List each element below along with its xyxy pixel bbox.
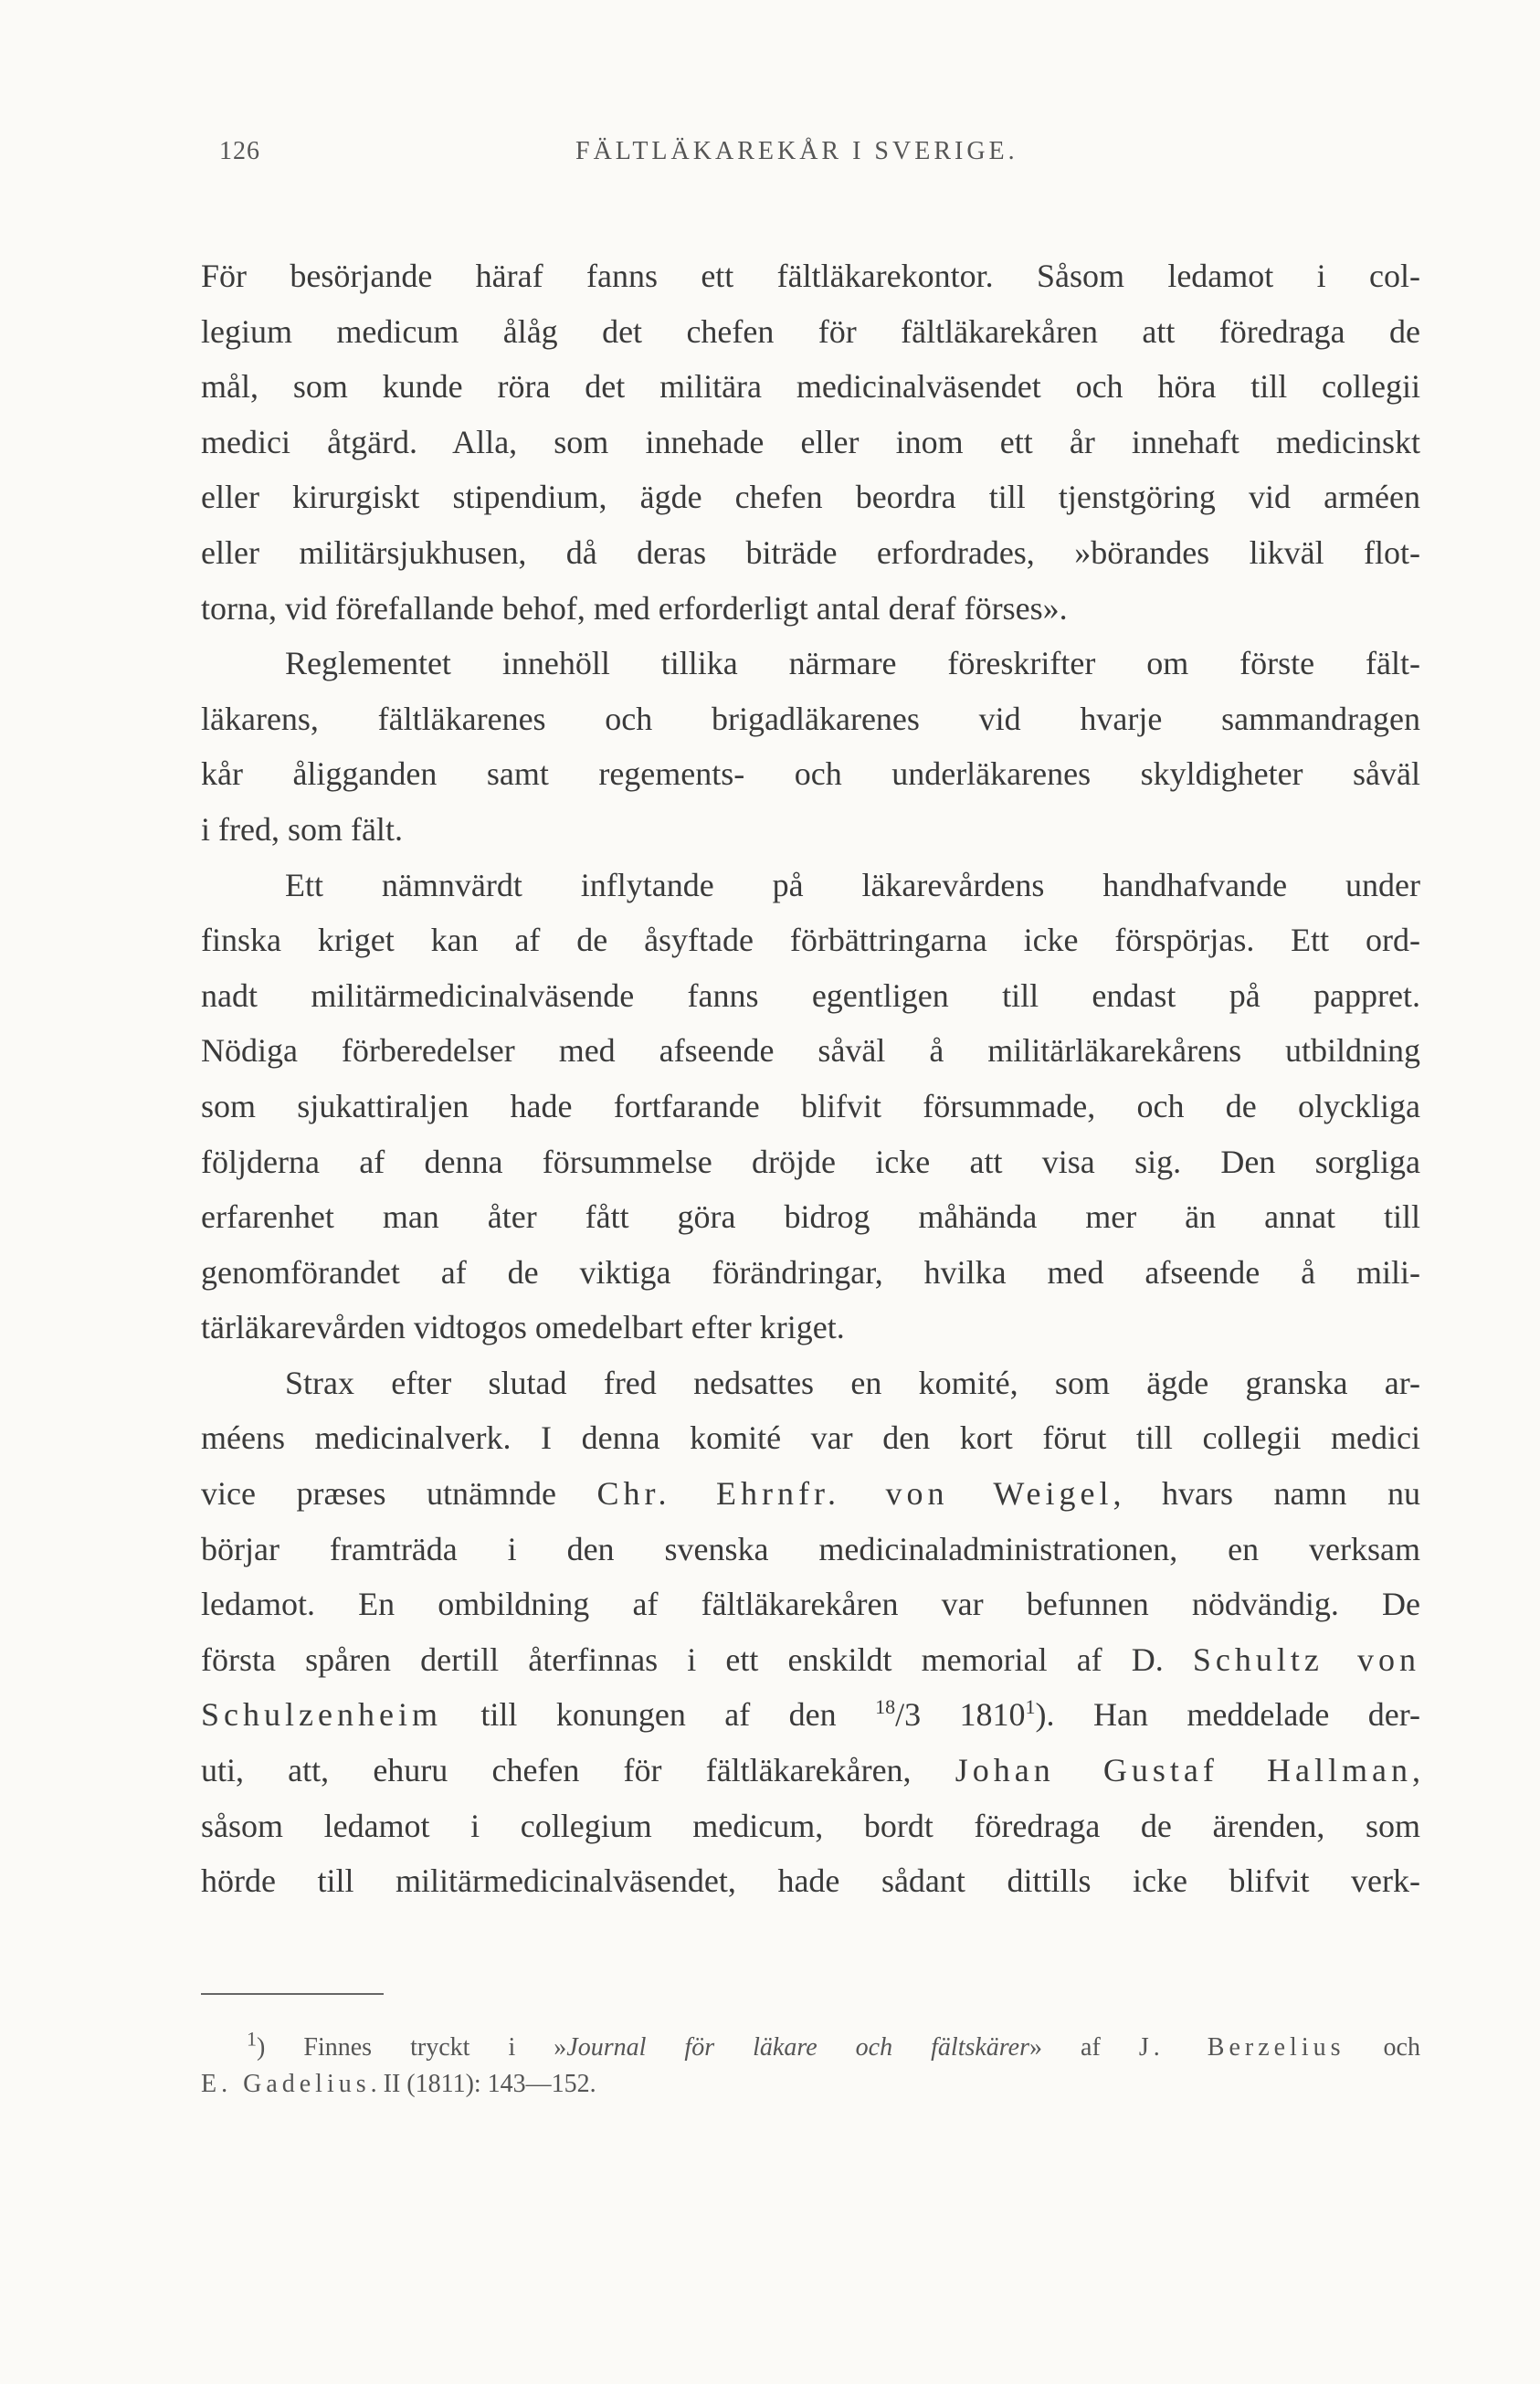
text-line [201, 1743, 1420, 1799]
text-line: som sjukattiraljen hade fortfarande blifvit försummade, och de olyckliga [201, 1087, 1420, 1124]
page-number: 126 [219, 137, 260, 165]
text-run: uti, att, ehuru chefen för fältläkarekåren, [201, 1752, 955, 1789]
text-line [201, 1466, 1420, 1522]
text-line: Reglementet innehöll tillika närmare föreskrifter om förste fält- [285, 645, 1420, 682]
text-line: tärläkarevården vidtogos omedelbart efter kriget. [201, 1309, 845, 1346]
footnotes [201, 2027, 1420, 2103]
text-line: mål, som kunde röra det militära medicinalväsendet och höra till collegii [201, 368, 1420, 406]
text-run: . II (1811): 143—152. [370, 2070, 596, 2098]
text-line: legium medicum ålåg det chefen för fältläkarekåren att föredraga de [201, 312, 1420, 350]
page-header [219, 137, 1425, 174]
person-name: Schultz von [1192, 1640, 1421, 1678]
text-run: vice præses utnämnde [201, 1475, 597, 1513]
text-line: erfarenhet man åter fått göra bidrog måhända mer än annat till [201, 1198, 1420, 1236]
text-run: » af [1028, 2033, 1139, 2062]
text-run: ). Han meddelade der- [1035, 1696, 1420, 1734]
footnote-divider [201, 1993, 384, 1995]
footnote-marker: 1 [1025, 1695, 1036, 1719]
footnote-line [201, 2066, 1420, 2103]
text-line: Ett nämnvärdt inflytande på läkarevårdens handhafvande under [285, 866, 1420, 903]
text-line: eller militärsjukhusen, då deras biträde erfordrades, »börandes likväl flot- [201, 533, 1420, 571]
text-run: /3 1810 [895, 1696, 1026, 1734]
footnote-marker: 1 [247, 2027, 257, 2051]
text-run: första spåren dertill återfinnas i ett enskildt memorial af D. [201, 1640, 1193, 1678]
text-run: , hvars namn nu [1113, 1475, 1420, 1513]
person-name: Schulzenheim [201, 1696, 442, 1734]
text-line: medici åtgärd. Alla, som innehade eller inom ett år innehaft medicinskt [201, 423, 1420, 460]
text-line [201, 1687, 1420, 1743]
text-line: Nödiga förberedelser med afseende såväl å militärläkarekårens utbildning [201, 1032, 1420, 1070]
text-line: För besörjande häraf fanns ett fältläkarekontor. Såsom ledamot i col- [201, 258, 1420, 294]
text-line: eller kirurgiskt stipendium, ägde chefen beordra till tjenstgöring vid arméen [201, 479, 1420, 516]
text-run: till konungen af den [441, 1696, 876, 1734]
text-line: nadt militärmedicinalväsende fanns egentligen till endast på pappret. [201, 976, 1420, 1014]
date-superscript: 18 [875, 1695, 896, 1719]
footnote-line [201, 2027, 1420, 2066]
text-run: och [1345, 2033, 1420, 2062]
text-run: ) Finnes tryckt i » [257, 2033, 567, 2062]
text-line: ledamot. En ombildning af fältläkarekåren var befunnen nödvändig. De [201, 1586, 1420, 1623]
text-line: i fred, som fält. [201, 810, 403, 848]
text-line: Strax efter slutad fred nedsattes en komité, som ägde granska ar- [285, 1364, 1420, 1401]
text-line: läkarens, fältläkarenes och brigadläkarenes vid hvarje sammandragen [201, 700, 1420, 737]
text-line: följderna af denna försummelse dröjde icke att visa sig. Den sorgliga [201, 1143, 1420, 1180]
running-title: FÄLTLÄKAREKÅR I SVERIGE. [575, 137, 1018, 165]
person-name: Johan Gustaf Hallman [955, 1752, 1412, 1789]
person-name: E. Gadelius [201, 2070, 371, 2098]
text-line: hörde till militärmedicinalväsendet, hade sådant dittills icke blifvit verk- [201, 1862, 1420, 1900]
text-run: , [1411, 1752, 1420, 1789]
text-line: kår åligganden samt regements- och underläkarenes skyldigheter såväl [201, 755, 1420, 793]
journal-title: Journal för läkare och fältskärer [566, 2033, 1029, 2062]
text-line: genomförandet af de viktiga förändringar, hvilka med afseende å mili- [201, 1253, 1420, 1291]
text-line: méens medicinalverk. I denna komité var den kort förut till collegii medici [201, 1419, 1420, 1457]
text-line: såsom ledamot i collegium medicum, bordt föredraga de ärenden, som [201, 1807, 1420, 1844]
person-name: Chr. Ehrnfr. von Weigel [596, 1475, 1113, 1513]
text-line [201, 1632, 1420, 1688]
text-line: börjar framträda i den svenska medicinaladministrationen, en verksam [201, 1530, 1420, 1567]
text-line: torna, vid förefallande behof, med erforderligt antal deraf förses». [201, 589, 1068, 627]
text-line: finska kriget kan af de åsyftade förbättringarna icke förspörjas. Ett ord- [201, 922, 1420, 959]
person-name: J. Berzelius [1138, 2033, 1345, 2062]
body-text [201, 248, 1420, 1909]
